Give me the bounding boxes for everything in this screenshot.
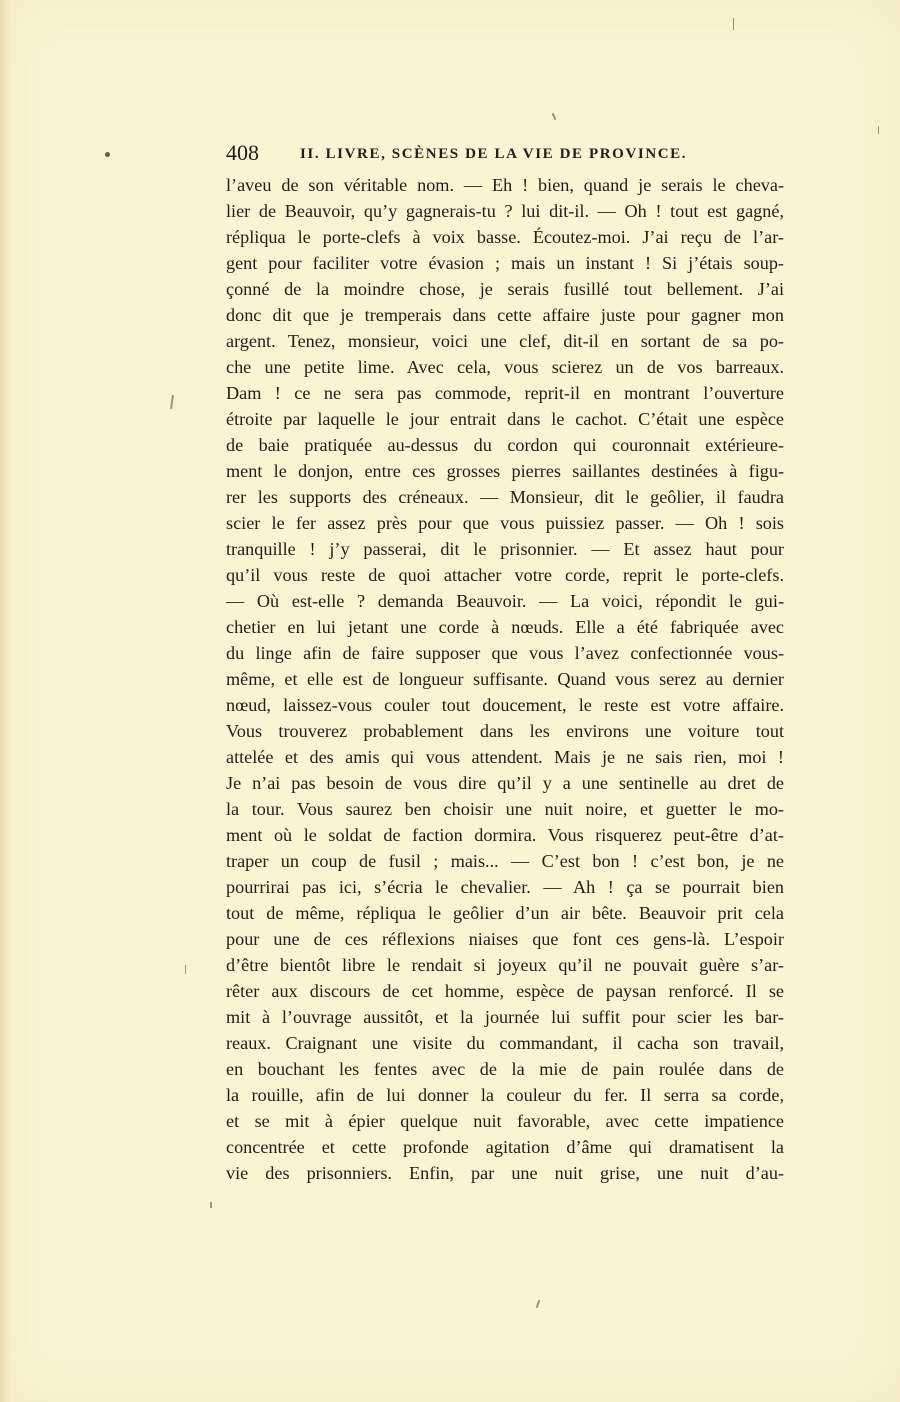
paper-speck [170, 395, 174, 409]
page-edge-shadow [0, 0, 14, 1402]
text-line: qu’il vous reste de quoi attacher votre corde, reprit le porte-clefs. [226, 565, 784, 585]
margin-dot [105, 152, 110, 157]
body-text [226, 172, 784, 1186]
text-line: du linge afin de faire supposer que vous l’avez confectionnée vous- [226, 643, 784, 663]
paper-speck [878, 126, 879, 134]
text-line: et se mit à épier quelque nuit favorable, avec cette impatience [226, 1111, 784, 1131]
paper-speck [185, 965, 186, 974]
running-head [226, 139, 786, 169]
text-line: rer les supports des créneaux. — Monsieur, dit le geôlier, il faudra [226, 487, 784, 507]
text-line: étroite par laquelle le jour entrait dans le cachot. C’était une espèce [226, 409, 784, 429]
text-line: rêter aux discours de cet homme, espèce de paysan renforcé. Il se [226, 981, 784, 1001]
text-line: argent. Tenez, monsieur, voici une clef, dit-il en sortant de sa po- [226, 331, 784, 351]
text-line: en bouchant les fentes avec de la mie de pain roulée dans de [226, 1059, 784, 1079]
text-line: attelée et des amis qui vous attendent. Mais je ne sais rien, moi ! [226, 747, 784, 767]
text-line: de baie pratiquée au-dessus du cordon qui couronnait extérieure- [226, 435, 784, 455]
text-line: pourrirai pas ici, s’écria le chevalier. — Ah ! ça se pourrait bien [226, 877, 784, 897]
text-line: lier de Beauvoir, qu’y gagnerais-tu ? lui dit-il. — Oh ! tout est gagné, [226, 201, 784, 221]
text-line: mit à l’ouvrage aussitôt, et la journée lui suffit pour scier les bar- [226, 1007, 784, 1027]
text-line: gent pour faciliter votre évasion ; mais un instant ! Si j’étais soup- [226, 253, 784, 273]
text-line: l’aveu de son véritable nom. — Eh ! bien, quand je serais le cheva- [226, 175, 784, 195]
text-line: donc dit que je tremperais dans cette affaire juste pour gagner mon [226, 305, 784, 325]
text-line: répliqua le porte-clefs à voix basse. Écoutez-moi. J’ai reçu de l’ar- [226, 227, 784, 247]
text-line: scier le fer assez près pour que vous puissiez passer. — Oh ! sois [226, 513, 784, 533]
text-line: — Où est-elle ? demanda Beauvoir. — La voici, répondit le gui- [226, 591, 784, 611]
text-line: la rouille, afin de lui donner la couleur du fer. Il serra sa corde, [226, 1085, 784, 1105]
text-line: tranquille ! j’y passerai, dit le prisonnier. — Et assez haut pour [226, 539, 784, 559]
text-line: chetier en lui jetant une corde à nœuds. Elle a été fabriquée avec [226, 617, 784, 637]
page-number: 408 [226, 140, 259, 165]
text-line: nœud, laissez-vous couler tout doucement, le reste est votre affaire. [226, 695, 784, 715]
text-line: ment le donjon, entre ces grosses pierres saillantes destinées à figu- [226, 461, 784, 481]
text-line: tout de même, répliqua le geôlier d’un air bête. Beauvoir prit cela [226, 903, 784, 923]
text-line: même, et elle est de longueur suffisante. Quand vous serez au dernier [226, 669, 784, 689]
text-line: Je n’ai pas besoin de vous dire qu’il y a une sentinelle au dret de [226, 773, 784, 793]
running-title: II. LIVRE, SCÈNES DE LA VIE DE PROVINCE. [300, 146, 688, 162]
text-line: reaux. Craignant une visite du commandant, il cacha son travail, [226, 1033, 784, 1053]
text-line: che une petite lime. Avec cela, vous scierez un de vos barreaux. [226, 357, 784, 377]
text-line: traper un coup de fusil ; mais... — C’est bon ! c’est bon, je ne [226, 851, 784, 871]
text-line: Dam ! ce ne sera pas commode, reprit-il en montrant l’ouverture [226, 383, 784, 403]
paper-speck [210, 1202, 212, 1208]
text-line: la tour. Vous saurez ben choisir une nuit noire, et guetter le mo- [226, 799, 784, 819]
text-line: Vous trouverez probablement dans les environs une voiture tout [226, 721, 784, 741]
text-line: ment où le soldat de faction dormira. Vous risquerez peut-être d’at- [226, 825, 784, 845]
text-line: vie des prisonniers. Enfin, par une nuit grise, une nuit d’au- [226, 1163, 784, 1183]
paper-speck [733, 18, 734, 30]
text-line: d’être bientôt libre le rendait si joyeux qu’il ne pouvait guère s’ar- [226, 955, 784, 975]
paper-speck [536, 1300, 541, 1308]
paper-speck [552, 113, 557, 120]
text-line: pour une de ces réflexions niaises que font ces gens-là. L’espoir [226, 929, 784, 949]
text-line: çonné de la moindre chose, je serais fusillé tout bellement. J’ai [226, 279, 784, 299]
text-line: concentrée et cette profonde agitation d’âme qui dramatisent la [226, 1137, 784, 1157]
